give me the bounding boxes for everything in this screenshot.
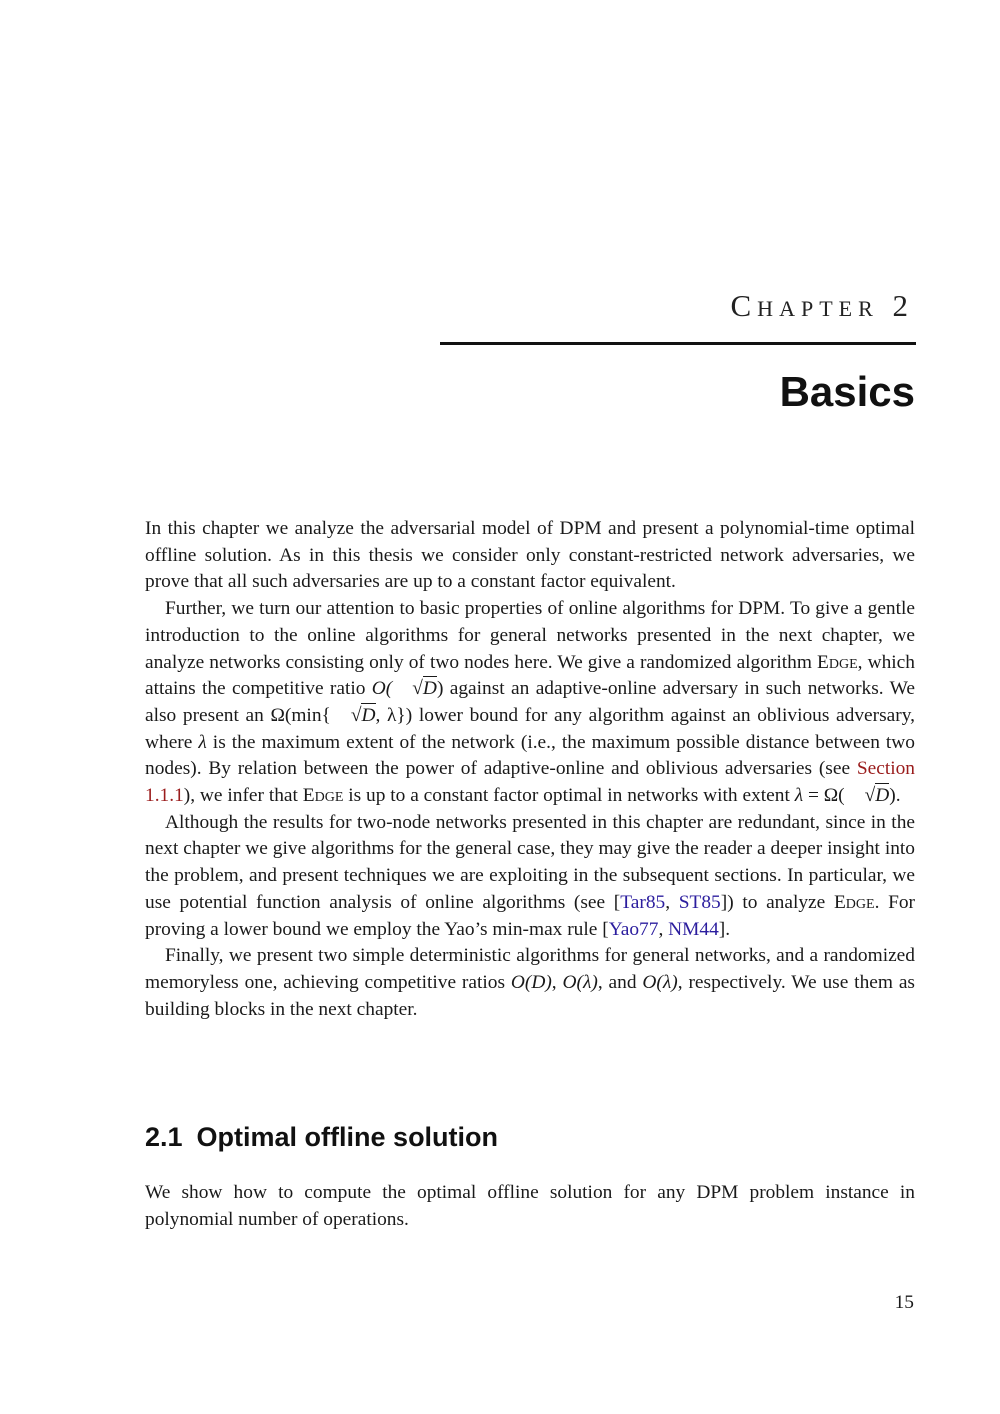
sqrt-d: √D [412,678,437,700]
lambda-symbol: λ [794,785,804,807]
citation-separator: , [658,918,669,940]
lower-bound-rest: , λ}) [375,704,413,726]
p2-text-h: = Ω( [803,785,845,807]
ratio-o: O( [371,678,393,700]
section-title: Optimal offline solution [196,1122,499,1152]
algorithm-name-edge: Edge [833,891,875,913]
citation-link[interactable]: Tar85 [620,891,666,913]
section-paragraph: We show how to compute the optimal offline solution for any DPM problem instance in polynomial number of operations. [145,1182,915,1230]
section-number: 2.1 [145,1122,183,1152]
chapter-label: Chapter 2 [730,288,914,323]
ratio-o-d: O(D) [510,971,552,993]
p3-text-d: ]. [718,918,731,940]
chapter-title: Basics [779,368,915,415]
intro-paragraph-2 [145,596,915,810]
chapter-rule [440,342,916,345]
sqrt-d: √D [864,785,890,807]
p4-text-a: Finally, we present two simple deterministic algorithms for general networks, and a randomized memoryless one, achieving competitive ratios [145,945,915,993]
ratio-o-lambda: O(λ) [562,971,598,993]
p3-text-c: . For proving a lower bound we employ the Yao’s min-max rule [ [145,891,916,940]
intro-paragraph-1: In this chapter we analyze the adversarial model of DPM and present a polynomial-time optimal offline solution. As in this thesis we consider only constant-restricted network adversaries, we prove that all such adversaries are up to a constant factor equivalent. [145,518,915,593]
section-body [145,1180,915,1233]
section-heading [145,1122,498,1153]
ratio-separator: , [551,971,563,993]
p2-text-d: lower bound for any algorithm against an oblivious adversary, where [145,704,915,753]
p2-text-g: is up to a constant factor optimal in networks with extent [343,785,795,807]
page-number: 15 [894,1292,914,1313]
p2-text-b: , which attains the competitive ratio [145,651,915,700]
p2-text-i: ). [889,785,901,807]
citation-link[interactable]: Yao77 [608,918,659,940]
algorithm-name-edge: Edge [302,785,344,807]
citation-separator: , [665,891,679,913]
p3-text-b: ]) to analyze [720,891,834,913]
intro-paragraph-4 [145,943,915,1023]
p2-text-c: against an adaptive-online adversary in such networks. We also present an Ω(min{ [145,678,915,726]
p2-text-a: Further, we turn our attention to basic properties of online algorithms for DPM. To give a gentle introduction to the online algorithms for general networks presented in the next chapter, we analyze networks consisting only of two nodes here. We give a randomized algorithm [145,598,915,673]
ratio-o-lambda: O(λ) [642,971,678,993]
citation-link[interactable]: ST85 [678,891,721,913]
intro-paragraph-3 [145,810,915,944]
p2-text-f: ), we infer that [183,785,303,807]
section-ref-link[interactable]: Section 1.1.1 [145,758,915,807]
p3-text-a: Although the results for two-node networks presented in this chapter are redundant, since in the next chapter we give algorithms for the general case, they may give the reader a deeper insight into the problem, and present techniques we are exploiting in the subsequent sections. In particular, we use potential function analysis of online algorithms (see [ [145,811,915,913]
p2-text-e: is the maximum extent of the network (i.e., the maximum possible distance between two nodes). By relation between the power of adaptive-online and oblivious adversaries (see [145,731,916,780]
chapter-intro [145,516,915,1023]
ratio-separator: , and [597,971,643,993]
algorithm-name-edge: Edge [817,651,858,673]
citation-link[interactable]: NM44 [668,918,719,940]
lambda-symbol: λ [198,731,207,753]
p4-text-b: , respectively. We use them as building blocks in the next chapter. [145,971,915,1020]
ratio-close: ) [436,678,444,700]
sqrt-d: √D [350,704,376,726]
